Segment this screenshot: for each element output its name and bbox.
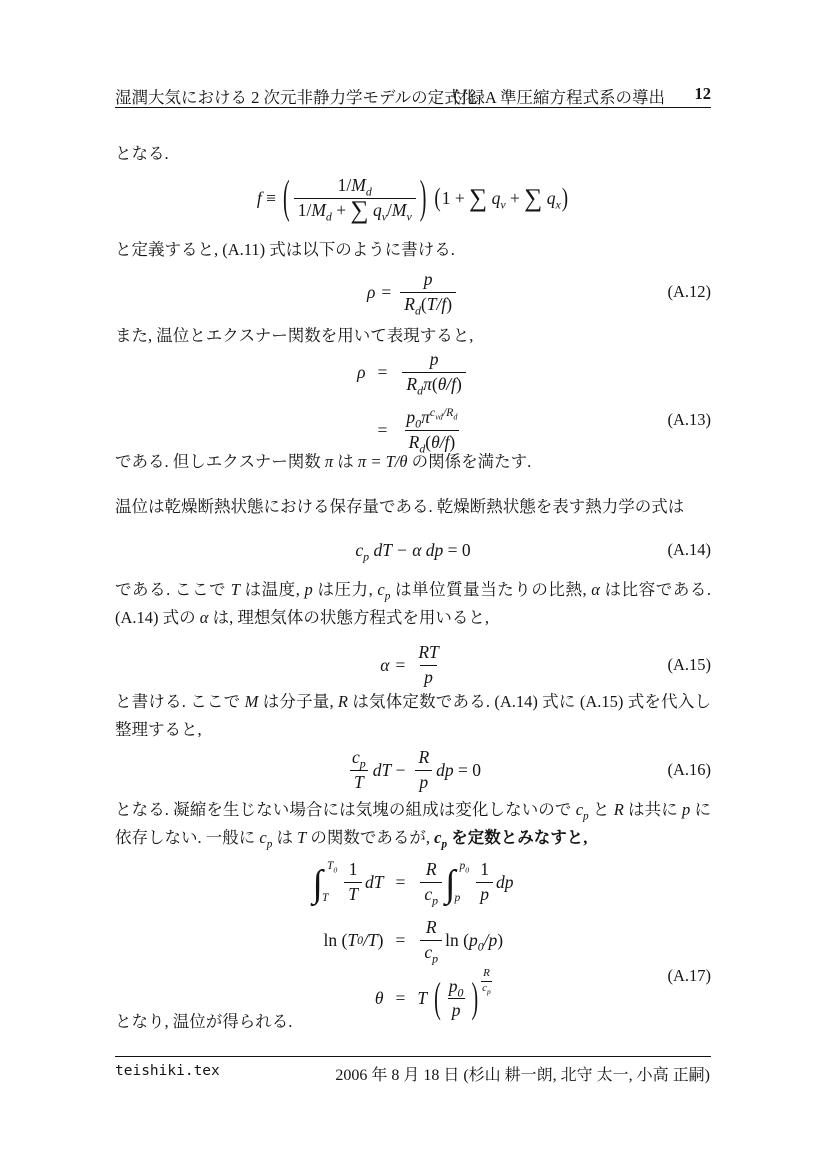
- equals-sign: =: [377, 419, 388, 440]
- equation-tag-a16: (A.16): [667, 760, 711, 779]
- upper-limit: $p_0$: [459, 860, 470, 875]
- equation-lhs: ln ( T 0 /T ): [323, 929, 384, 950]
- equals-sign: =: [395, 871, 406, 892]
- left-paren: (: [434, 975, 441, 1022]
- equation-a15: [115, 638, 711, 692]
- right-paren: ): [419, 172, 427, 224]
- numerator: R: [418, 746, 430, 767]
- fraction: [402, 348, 465, 396]
- equals-sign: =: [395, 988, 406, 1009]
- equals-sign: =: [377, 361, 388, 382]
- footer-date-authors: 2006 年 8 月 18 日 (杉山 耕一朗, 北守 太一, 小高 正嗣): [335, 1067, 710, 1084]
- denominator: $c_p$: [420, 940, 442, 965]
- equation-rhs: [417, 916, 503, 964]
- differential: dp: [495, 871, 514, 892]
- fraction: [414, 641, 442, 689]
- paragraph-4: である. 但しエクスナー関数 π は π = T/θ の関係を満たす.: [115, 452, 532, 471]
- equation-tag-a13: (A.13): [667, 410, 711, 429]
- numerator: $p_0$: [448, 975, 464, 999]
- equals-sign: =: [381, 281, 392, 302]
- equation-rhs: 1 + ∑ $q_v$ + ∑ $q_x$: [441, 183, 561, 212]
- coefficient: T: [417, 988, 428, 1009]
- running-title-right: 付録A 準圧縮方程式系の導出: [451, 88, 665, 107]
- fraction: [344, 858, 362, 906]
- equation-rhs: [417, 858, 513, 906]
- left-paren: (: [283, 172, 290, 224]
- page-number: 12: [694, 84, 711, 103]
- denominator: T: [344, 882, 362, 907]
- numerator: R: [425, 859, 437, 879]
- upper-limit: $T_0$: [326, 860, 338, 875]
- lower-limit: p: [454, 892, 461, 905]
- lower-limit: T: [321, 892, 329, 905]
- numerator: RT: [418, 641, 439, 662]
- equation-lhs: f ≡: [256, 187, 277, 208]
- exponent-numerator: R: [483, 967, 490, 980]
- fraction: [294, 174, 416, 222]
- equation-a12: [115, 262, 711, 322]
- header-rule: [115, 107, 711, 108]
- equation-a16: [115, 744, 711, 796]
- log-term: $\ln (p_0/p)$: [445, 929, 504, 954]
- denominator: T: [350, 770, 368, 795]
- equals-sign: =: [395, 654, 406, 675]
- equation-a13: [115, 348, 711, 456]
- equation-mid: dT −: [372, 759, 406, 780]
- fraction: [400, 268, 456, 316]
- fraction: [476, 858, 493, 906]
- denominator: p: [476, 882, 493, 907]
- paragraph-6: である. ここで T は温度, p は圧力, $c_p$ は単位質量当たりの比熱, α は比容である. (A.14) 式の α は, 理想気体の状態方程式を用いると,: [115, 580, 712, 627]
- integral: ∫ $T_0$ T: [312, 860, 338, 906]
- integral-limits: [321, 859, 338, 905]
- equation-lhs: ρ: [366, 281, 376, 302]
- paragraph-5: 温位は乾燥断熱状態における保存量である. 乾燥断熱状態を表す熱力学の式は: [115, 497, 685, 516]
- fraction: [414, 746, 433, 794]
- denominator: p: [415, 770, 432, 795]
- paragraph-7: と書ける. ここで M は分子量, R は気体定数である. (A.14) 式に (A.15) 式を代入し整理すると,: [115, 692, 712, 739]
- equation-lhs: ρ: [357, 361, 366, 382]
- page-header: [115, 84, 711, 106]
- equation-tag-a15: (A.15): [667, 655, 711, 674]
- equation-tag-a14: (A.14): [667, 540, 711, 559]
- fraction: [348, 746, 370, 794]
- equation-body: $c_p$ dT − α dp = 0: [355, 539, 471, 563]
- equation-rhs: [399, 348, 468, 396]
- numerator: $c_p$: [351, 746, 366, 771]
- numerator: $p_0\pi^{c_{vd}/R_d}$: [406, 405, 458, 431]
- denominator: $R_d\pi(\theta/f)$: [402, 372, 465, 397]
- equation-lhs: [313, 858, 384, 906]
- left-paren: (: [434, 183, 441, 213]
- numerator: 1: [480, 859, 489, 879]
- footer-filename: teishiki.tex: [115, 1063, 220, 1079]
- numerator: p: [429, 349, 439, 369]
- paragraph-9: となり, 温位が得られる.: [115, 1012, 293, 1031]
- equals-sign: =: [395, 929, 406, 950]
- equation-a14: [115, 534, 711, 566]
- equation-tag-a12: (A.12): [667, 282, 711, 301]
- right-paren: ): [561, 183, 569, 213]
- equation-lhs: θ: [374, 988, 384, 1009]
- differential: dT: [365, 871, 384, 892]
- integral-limits: [454, 859, 470, 905]
- exponent-fraction: [481, 967, 492, 996]
- numerator: R: [425, 917, 437, 938]
- integral: ∫ $p_0$ p: [445, 860, 470, 906]
- right-paren: ): [471, 975, 479, 1022]
- fraction: [420, 916, 442, 964]
- footer-rule: [115, 1056, 711, 1057]
- numerator: p: [423, 268, 433, 289]
- equation-f-definition: [115, 160, 711, 236]
- denominator: $c_p$: [420, 882, 442, 907]
- paragraph-2: と定義すると, (A.11) 式は以下のように書ける.: [115, 240, 455, 259]
- paragraph-3: また, 温位とエクスナー関数を用いて表現すると,: [115, 326, 474, 345]
- equation-end: dp = 0: [436, 759, 482, 780]
- denominator: $1/M_d$ + ∑ $q_v/M_v$: [294, 198, 416, 223]
- fraction: [420, 858, 442, 906]
- numerator: $1/M_d$: [337, 174, 372, 199]
- exponent-denominator: $c_p$: [482, 982, 491, 997]
- running-title-left: 湿潤大気における 2 次元非静力学モデルの定式化: [115, 88, 478, 107]
- equation-tag-a17: (A.17): [667, 966, 711, 985]
- denominator: $R_d(\theta/f)$: [405, 430, 460, 455]
- numerator: 1: [348, 859, 358, 879]
- paragraph-8: となる. 凝縮を生じない場合には気塊の組成は変化しないので $c_p$ と R は共に p に依存しない. 一般に $c_p$ は T の関数であるが, $c_p$ を定数とみなすと,: [115, 800, 712, 851]
- paragraph-1: となる.: [115, 144, 169, 163]
- denominator: p: [448, 998, 465, 1023]
- denominator: p: [420, 665, 437, 690]
- equation-lhs: α: [380, 654, 390, 675]
- denominator: $R_d(T/f)$: [400, 292, 456, 317]
